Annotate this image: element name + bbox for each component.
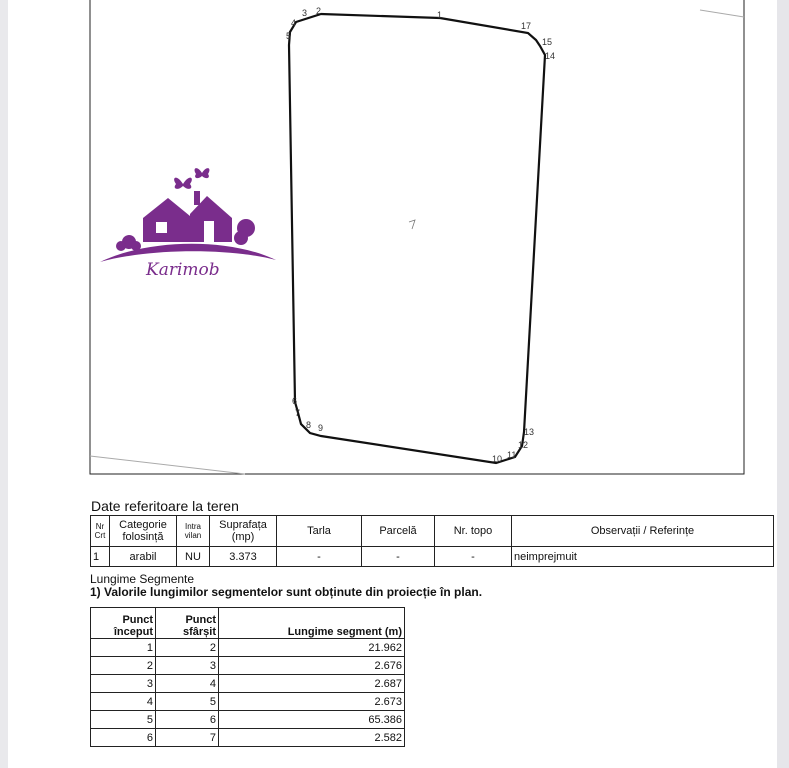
segmente-table (90, 607, 405, 747)
table-row (91, 711, 405, 729)
cell-start: 2 (91, 657, 156, 675)
cell-end: 6 (156, 711, 219, 729)
cell-end: 7 (156, 729, 219, 747)
point-label: 17 (521, 21, 532, 31)
cell-start: 5 (91, 711, 156, 729)
teren-section-title: Date referitoare la teren (91, 498, 239, 514)
neighbour-line-bottom (90, 456, 245, 474)
teren-table (90, 515, 774, 567)
col-intravilan: Intra vilan (177, 516, 210, 547)
cell-length: 2.676 (219, 657, 405, 675)
col-tarla: Tarla (277, 516, 362, 547)
point-label: 10 (492, 454, 503, 464)
karimob-logo (100, 168, 276, 280)
cell-categorie: arabil (110, 547, 177, 567)
col-parcela: Parcelă (362, 516, 435, 547)
neighbour-line-top (700, 10, 744, 17)
table-row (91, 657, 405, 675)
col-observatii: Observații / Referințe (512, 516, 774, 547)
point-label: 9 (318, 423, 324, 433)
point-label: 3 (302, 8, 308, 18)
segmente-body (91, 639, 405, 747)
point-label: 6 (292, 396, 298, 406)
point-label: 2 (316, 6, 322, 16)
table-row (91, 639, 405, 657)
cell-nrtopo: - (435, 547, 512, 567)
col-categorie: Categorie folosință (110, 516, 177, 547)
parcel-boundary (289, 14, 545, 463)
cell-suprafata: 3.373 (210, 547, 277, 567)
cell-end: 3 (156, 657, 219, 675)
point-label: 1 (437, 10, 443, 20)
point-label: 14 (545, 51, 556, 61)
col-nr: Nr Crt (91, 516, 110, 547)
center-mark (409, 220, 415, 229)
segmente-title: Lungime Segmente (90, 572, 195, 586)
butterfly-icon (195, 168, 210, 178)
col-punct-inceput: Punct început (91, 608, 156, 639)
cell-end: 5 (156, 693, 219, 711)
cell-parcela: - (362, 547, 435, 567)
table-row (91, 693, 405, 711)
segmente-heading (90, 573, 482, 599)
teren-header-row (91, 516, 774, 547)
cell-start: 3 (91, 675, 156, 693)
cell-length: 21.962 (219, 639, 405, 657)
cell-start: 1 (91, 639, 156, 657)
col-suprafata: Suprafața (mp) (210, 516, 277, 547)
cell-intravilan: NU (177, 547, 210, 567)
point-label: 5 (286, 31, 292, 41)
col-punct-sfarsit: Punct sfârșit (156, 608, 219, 639)
cell-end: 4 (156, 675, 219, 693)
cell-start: 6 (91, 729, 156, 747)
butterfly-icon (174, 178, 192, 189)
point-label: 12 (518, 440, 529, 450)
cell-length: 2.687 (219, 675, 405, 693)
cell-tarla: - (277, 547, 362, 567)
point-label: 7 (295, 408, 301, 418)
col-lungime-segment: Lungime segment (m) (219, 608, 405, 639)
segmente-note: 1) Valorile lungimilor segmentelor sunt obținute din proiecție în plan. (90, 585, 483, 599)
cell-length: 65.386 (219, 711, 405, 729)
segmente-header-row (91, 608, 405, 639)
logo-text: Karimob (146, 260, 220, 280)
cell-length: 2.582 (219, 729, 405, 747)
point-label: 8 (306, 420, 312, 430)
point-label: 11 (507, 450, 517, 460)
table-row (91, 729, 405, 747)
cell-nr: 1 (91, 547, 110, 567)
point-label: 4 (291, 18, 297, 28)
table-row (91, 547, 774, 567)
cell-length: 2.673 (219, 693, 405, 711)
point-labels (286, 6, 555, 464)
table-row (91, 675, 405, 693)
cell-end: 2 (156, 639, 219, 657)
point-label: 13 (524, 427, 535, 437)
cell-start: 4 (91, 693, 156, 711)
col-nrtopo: Nr. topo (435, 516, 512, 547)
point-label: 15 (542, 37, 553, 47)
cell-observatii: neimprejmuit (512, 547, 774, 567)
